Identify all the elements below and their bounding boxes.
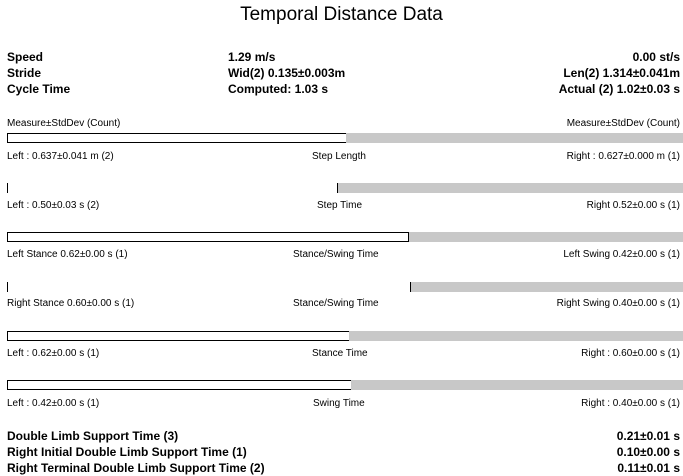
right-stance-swing-title: Stance/Swing Time [293,298,379,309]
step-length-right-value: Right : 0.627±0.000 m (1) [566,151,680,162]
stance-time-right-value: Right : 0.60±0.00 s (1) [581,348,680,359]
stride-length-value: Len(2) 1.314±0.041m [563,66,680,80]
right-initial-dls-label: Right Initial Double Limb Support Time (1) [7,445,247,459]
stance-time-left-bar [7,331,349,341]
speed-label: Speed [7,50,44,64]
left-swing-bar [409,232,683,242]
stance-time-title: Stance Time [312,348,368,359]
swing-time-right-value: Right : 0.40±0.00 s (1) [581,398,680,409]
step-time-left-tick [7,183,8,193]
stance-time-left-value: Left : 0.62±0.00 s (1) [7,348,100,359]
right-stance-left-tick [7,282,8,292]
left-stance-value: Left Stance 0.62±0.00 s (1) [7,249,128,260]
right-terminal-dls-value: 0.11±0.01 s [617,461,680,475]
step-time-right-value: Right 0.52±0.00 s (1) [586,200,680,211]
swing-time-right-bar [351,380,683,390]
double-limb-support-label: Double Limb Support Time (3) [7,429,179,443]
measure-header-right: Measure±StdDev (Count) [566,118,680,129]
cycle-time-label: Cycle Time [7,82,71,96]
cycle-time-computed: Computed: 1.03 s [228,82,329,96]
step-length-right-bar [346,133,683,143]
right-terminal-dls-label: Right Terminal Double Limb Support Time (2) [7,461,265,475]
speed-right-value: 0.00 st/s [632,50,680,64]
swing-time-left-bar [7,380,351,390]
cycle-time-actual: Actual (2) 1.02±0.03 s [558,82,680,96]
swing-time-title: Swing Time [313,398,365,409]
right-swing-value: Right Swing 0.40±0.00 s (1) [556,298,680,309]
speed-value: 1.29 m/s [228,50,276,64]
page-title: Temporal Distance Data [240,4,443,25]
step-time-left-value: Left : 0.50±0.03 s (2) [7,200,100,211]
left-stance-swing-title: Stance/Swing Time [293,249,379,260]
double-limb-support-value: 0.21±0.01 s [616,429,680,443]
step-time-right-bar [338,183,683,193]
stride-width-value: Wid(2) 0.135±0.003m [228,66,346,80]
left-stance-bar [7,232,408,242]
step-length-left-bar [7,133,346,143]
stance-time-right-bar [349,331,683,341]
left-swing-value: Left Swing 0.42±0.00 s (1) [563,249,680,260]
right-swing-bar [411,282,683,292]
right-initial-dls-value: 0.10±0.00 s [616,445,680,459]
step-length-left-value: Left : 0.637±0.041 m (2) [7,151,114,162]
right-stance-value: Right Stance 0.60±0.00 s (1) [7,298,135,309]
swing-time-left-value: Left : 0.42±0.00 s (1) [7,398,100,409]
step-time-title: Step Time [317,200,363,211]
step-length-title: Step Length [312,151,366,162]
stride-label: Stride [7,66,42,80]
measure-header-left: Measure±StdDev (Count) [7,118,121,129]
